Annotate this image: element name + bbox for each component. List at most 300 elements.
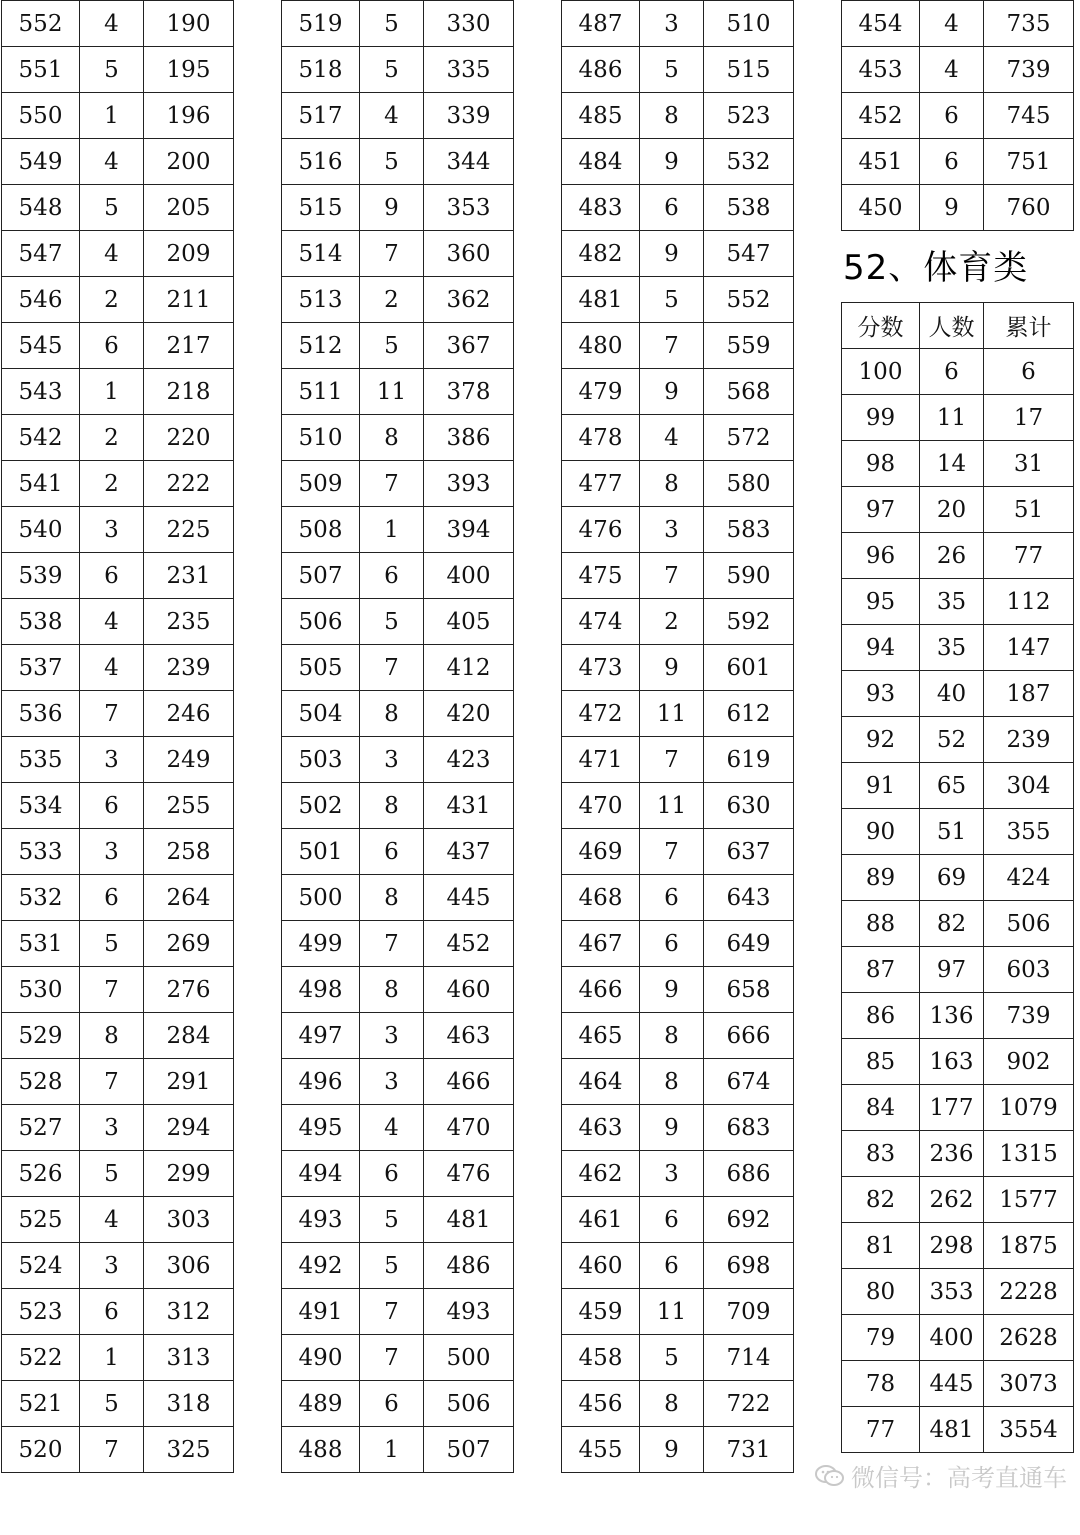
cell-score: 466 [562, 967, 640, 1013]
cell-cumulative: 643 [704, 875, 794, 921]
wechat-icon [815, 1464, 845, 1488]
cell-count: 7 [80, 1059, 144, 1105]
table-row [282, 553, 514, 599]
table-row [562, 691, 794, 737]
cell-cumulative: 313 [144, 1335, 234, 1381]
table-row [282, 1059, 514, 1105]
cell-count: 3 [640, 507, 704, 553]
cell-cumulative: 1875 [984, 1223, 1074, 1269]
table-row [562, 1289, 794, 1335]
table-row [562, 1105, 794, 1151]
cell-cumulative: 510 [704, 1, 794, 47]
cell-count: 9 [640, 139, 704, 185]
cell-cumulative: 269 [144, 921, 234, 967]
cell-count: 4 [80, 1, 144, 47]
table-row [282, 599, 514, 645]
cell-cumulative: 463 [424, 1013, 514, 1059]
table-row [282, 829, 514, 875]
table-row [282, 1197, 514, 1243]
cell-score: 100 [842, 349, 920, 395]
cell-cumulative: 692 [704, 1197, 794, 1243]
table-row [562, 875, 794, 921]
cell-cumulative: 538 [704, 185, 794, 231]
cell-count: 26 [920, 533, 984, 579]
cell-cumulative: 583 [704, 507, 794, 553]
cell-count: 6 [640, 185, 704, 231]
cell-cumulative: 630 [704, 783, 794, 829]
cell-count: 6 [360, 1381, 424, 1427]
cell-count: 262 [920, 1177, 984, 1223]
cell-count: 3 [80, 1105, 144, 1151]
cell-count: 2 [640, 599, 704, 645]
table-row [282, 47, 514, 93]
cell-cumulative: 437 [424, 829, 514, 875]
table-row [2, 921, 234, 967]
table-row [842, 1085, 1074, 1131]
cell-score: 459 [562, 1289, 640, 1335]
cell-count: 6 [920, 93, 984, 139]
cell-count: 9 [640, 1105, 704, 1151]
table-row [282, 875, 514, 921]
cell-count: 4 [920, 1, 984, 47]
cell-count: 1 [80, 1335, 144, 1381]
cell-cumulative: 200 [144, 139, 234, 185]
cell-score: 549 [2, 139, 80, 185]
cell-cumulative: 187 [984, 671, 1074, 717]
cell-score: 533 [2, 829, 80, 875]
cell-cumulative: 500 [424, 1335, 514, 1381]
table-row [842, 1315, 1074, 1361]
cell-score: 504 [282, 691, 360, 737]
table-row [282, 967, 514, 1013]
cell-cumulative: 2628 [984, 1315, 1074, 1361]
cell-cumulative: 386 [424, 415, 514, 461]
cell-count: 7 [360, 1289, 424, 1335]
cell-cumulative: 276 [144, 967, 234, 1013]
cell-count: 4 [360, 93, 424, 139]
table-row [562, 967, 794, 1013]
table-row [562, 185, 794, 231]
cell-score: 79 [842, 1315, 920, 1361]
cell-count: 6 [360, 1151, 424, 1197]
cell-score: 540 [2, 507, 80, 553]
cell-score: 505 [282, 645, 360, 691]
cell-score: 542 [2, 415, 80, 461]
cell-cumulative: 424 [984, 855, 1074, 901]
cell-score: 529 [2, 1013, 80, 1059]
cell-score: 460 [562, 1243, 640, 1289]
table-row [282, 691, 514, 737]
cell-cumulative: 249 [144, 737, 234, 783]
cell-count: 8 [640, 1059, 704, 1105]
table-row [282, 369, 514, 415]
cell-cumulative: 423 [424, 737, 514, 783]
score-table-col-4 [841, 0, 1074, 231]
table-row [842, 1039, 1074, 1085]
table-row [2, 1381, 234, 1427]
table-row [842, 1407, 1074, 1453]
cell-count: 20 [920, 487, 984, 533]
cell-cumulative: 674 [704, 1059, 794, 1105]
cell-cumulative: 476 [424, 1151, 514, 1197]
cell-count: 11 [640, 1289, 704, 1335]
header-count: 人数 [920, 303, 984, 349]
cell-score: 534 [2, 783, 80, 829]
cell-score: 463 [562, 1105, 640, 1151]
cell-score: 88 [842, 901, 920, 947]
cell-score: 487 [562, 1, 640, 47]
cell-cumulative: 412 [424, 645, 514, 691]
cell-count: 5 [80, 47, 144, 93]
table-row [842, 1177, 1074, 1223]
cell-count: 6 [80, 323, 144, 369]
cell-cumulative: 580 [704, 461, 794, 507]
cell-cumulative: 481 [424, 1197, 514, 1243]
table-row [2, 737, 234, 783]
cell-cumulative: 235 [144, 599, 234, 645]
cell-cumulative: 572 [704, 415, 794, 461]
score-table-col-2 [281, 0, 514, 1473]
cell-count: 136 [920, 993, 984, 1039]
cell-count: 5 [640, 47, 704, 93]
table-row [562, 1, 794, 47]
cell-cumulative: 722 [704, 1381, 794, 1427]
cell-score: 491 [282, 1289, 360, 1335]
cell-count: 236 [920, 1131, 984, 1177]
cell-count: 5 [640, 277, 704, 323]
cell-score: 537 [2, 645, 80, 691]
cell-count: 7 [640, 553, 704, 599]
cell-cumulative: 649 [704, 921, 794, 967]
cell-cumulative: 325 [144, 1427, 234, 1473]
cell-count: 9 [640, 231, 704, 277]
table-row [842, 1269, 1074, 1315]
table-row [282, 1013, 514, 1059]
cell-score: 475 [562, 553, 640, 599]
table-row [562, 1151, 794, 1197]
cell-count: 11 [360, 369, 424, 415]
table-row [282, 415, 514, 461]
cell-score: 483 [562, 185, 640, 231]
cell-score: 474 [562, 599, 640, 645]
cell-score: 520 [2, 1427, 80, 1473]
cell-count: 1 [360, 507, 424, 553]
cell-cumulative: 460 [424, 967, 514, 1013]
cell-cumulative: 303 [144, 1197, 234, 1243]
table-row [562, 1013, 794, 1059]
cell-count: 4 [80, 645, 144, 691]
table-row [842, 349, 1074, 395]
table-row [2, 783, 234, 829]
cell-cumulative: 431 [424, 783, 514, 829]
cell-count: 7 [360, 645, 424, 691]
cell-cumulative: 211 [144, 277, 234, 323]
cell-count: 400 [920, 1315, 984, 1361]
cell-score: 484 [562, 139, 640, 185]
table-row [2, 323, 234, 369]
cell-cumulative: 17 [984, 395, 1074, 441]
cell-count: 4 [80, 139, 144, 185]
table-row [562, 553, 794, 599]
cell-count: 3 [640, 1151, 704, 1197]
cell-score: 479 [562, 369, 640, 415]
cell-cumulative: 470 [424, 1105, 514, 1151]
cell-score: 551 [2, 47, 80, 93]
cell-cumulative: 686 [704, 1151, 794, 1197]
table-row [842, 625, 1074, 671]
header-score: 分数 [842, 303, 920, 349]
table-row [282, 507, 514, 553]
cell-score: 528 [2, 1059, 80, 1105]
cell-count: 353 [920, 1269, 984, 1315]
cell-score: 552 [2, 1, 80, 47]
table-row [562, 1427, 794, 1473]
cell-cumulative: 603 [984, 947, 1074, 993]
cell-count: 7 [360, 231, 424, 277]
cell-score: 494 [282, 1151, 360, 1197]
table-row [282, 1151, 514, 1197]
cell-count: 4 [80, 1197, 144, 1243]
header-cumulative: 累计 [984, 303, 1074, 349]
table-row [2, 691, 234, 737]
cell-cumulative: 592 [704, 599, 794, 645]
table-row [282, 231, 514, 277]
table-row [2, 139, 234, 185]
cell-score: 511 [282, 369, 360, 415]
cell-score: 499 [282, 921, 360, 967]
cell-score: 530 [2, 967, 80, 1013]
cell-count: 82 [920, 901, 984, 947]
table-row [282, 277, 514, 323]
cell-score: 81 [842, 1223, 920, 1269]
cell-count: 5 [360, 1, 424, 47]
cell-count: 8 [360, 415, 424, 461]
cell-cumulative: 466 [424, 1059, 514, 1105]
cell-count: 8 [360, 875, 424, 921]
section-title: 52、体育类 [843, 248, 1029, 288]
cell-cumulative: 731 [704, 1427, 794, 1473]
cell-score: 519 [282, 1, 360, 47]
table-row [842, 441, 1074, 487]
cell-score: 91 [842, 763, 920, 809]
cell-score: 536 [2, 691, 80, 737]
table-row [562, 1243, 794, 1289]
cell-cumulative: 739 [984, 47, 1074, 93]
cell-score: 527 [2, 1105, 80, 1151]
cell-score: 513 [282, 277, 360, 323]
table-row [842, 185, 1074, 231]
table-row [2, 875, 234, 921]
cell-count: 11 [640, 783, 704, 829]
cell-score: 486 [562, 47, 640, 93]
table-row [842, 47, 1074, 93]
cell-count: 8 [640, 93, 704, 139]
table-row [2, 461, 234, 507]
cell-count: 14 [920, 441, 984, 487]
table-row [842, 533, 1074, 579]
cell-cumulative: 506 [424, 1381, 514, 1427]
cell-count: 4 [80, 599, 144, 645]
cell-score: 547 [2, 231, 80, 277]
cell-cumulative: 299 [144, 1151, 234, 1197]
table-row [562, 599, 794, 645]
cell-count: 5 [360, 1243, 424, 1289]
cell-count: 6 [640, 921, 704, 967]
cell-cumulative: 147 [984, 625, 1074, 671]
table-row [842, 93, 1074, 139]
cell-cumulative: 255 [144, 783, 234, 829]
cell-score: 497 [282, 1013, 360, 1059]
table-row [842, 671, 1074, 717]
cell-count: 2 [80, 415, 144, 461]
cell-count: 6 [80, 783, 144, 829]
table-row [842, 395, 1074, 441]
cell-score: 512 [282, 323, 360, 369]
cell-score: 501 [282, 829, 360, 875]
cell-count: 6 [640, 1243, 704, 1289]
table-row [842, 901, 1074, 947]
cell-cumulative: 318 [144, 1381, 234, 1427]
cell-count: 4 [80, 231, 144, 277]
cell-cumulative: 344 [424, 139, 514, 185]
table-row [282, 461, 514, 507]
table-row [562, 783, 794, 829]
cell-cumulative: 239 [984, 717, 1074, 763]
cell-cumulative: 284 [144, 1013, 234, 1059]
cell-score: 473 [562, 645, 640, 691]
table-row [2, 967, 234, 1013]
cell-score: 86 [842, 993, 920, 1039]
cell-count: 51 [920, 809, 984, 855]
table-row [842, 809, 1074, 855]
table-row [2, 1059, 234, 1105]
cell-count: 6 [360, 829, 424, 875]
cell-cumulative: 217 [144, 323, 234, 369]
cell-count: 3 [360, 1059, 424, 1105]
cell-count: 9 [640, 369, 704, 415]
cell-score: 481 [562, 277, 640, 323]
cell-count: 8 [640, 461, 704, 507]
cell-count: 2 [360, 277, 424, 323]
cell-cumulative: 612 [704, 691, 794, 737]
cell-count: 4 [640, 415, 704, 461]
cell-score: 496 [282, 1059, 360, 1105]
cell-score: 90 [842, 809, 920, 855]
table-row [282, 1105, 514, 1151]
table-row [2, 507, 234, 553]
cell-score: 84 [842, 1085, 920, 1131]
table-row [2, 415, 234, 461]
table-row [842, 763, 1074, 809]
table-row [842, 717, 1074, 763]
cell-score: 546 [2, 277, 80, 323]
cell-count: 7 [360, 1335, 424, 1381]
cell-cumulative: 291 [144, 1059, 234, 1105]
cell-count: 6 [920, 139, 984, 185]
cell-cumulative: 246 [144, 691, 234, 737]
table-row [562, 461, 794, 507]
cell-count: 5 [360, 1197, 424, 1243]
cell-cumulative: 714 [704, 1335, 794, 1381]
cell-cumulative: 258 [144, 829, 234, 875]
cell-count: 6 [920, 349, 984, 395]
cell-count: 65 [920, 763, 984, 809]
table-row [2, 1, 234, 47]
cell-count: 6 [640, 1197, 704, 1243]
cell-count: 7 [360, 921, 424, 967]
cell-cumulative: 378 [424, 369, 514, 415]
cell-score: 510 [282, 415, 360, 461]
table-row [282, 139, 514, 185]
table-row [842, 1223, 1074, 1269]
cell-cumulative: 304 [984, 763, 1074, 809]
table-row [842, 855, 1074, 901]
cell-count: 8 [360, 967, 424, 1013]
cell-score: 543 [2, 369, 80, 415]
cell-score: 532 [2, 875, 80, 921]
cell-count: 3 [80, 1243, 144, 1289]
cell-count: 8 [640, 1381, 704, 1427]
cell-score: 471 [562, 737, 640, 783]
table-row [562, 737, 794, 783]
table-row [2, 645, 234, 691]
table-row [282, 737, 514, 783]
cell-cumulative: 619 [704, 737, 794, 783]
cell-score: 506 [282, 599, 360, 645]
cell-score: 503 [282, 737, 360, 783]
table-row [282, 1289, 514, 1335]
cell-count: 8 [360, 691, 424, 737]
cell-score: 531 [2, 921, 80, 967]
cell-score: 485 [562, 93, 640, 139]
table-row [2, 553, 234, 599]
cell-score: 507 [282, 553, 360, 599]
table-row [282, 921, 514, 967]
cell-cumulative: 552 [704, 277, 794, 323]
cell-score: 480 [562, 323, 640, 369]
cell-score: 93 [842, 671, 920, 717]
cell-count: 3 [360, 1013, 424, 1059]
cell-count: 7 [640, 829, 704, 875]
cell-count: 6 [640, 875, 704, 921]
cell-count: 11 [640, 691, 704, 737]
cell-cumulative: 1315 [984, 1131, 1074, 1177]
table-row [282, 1, 514, 47]
table-row [562, 645, 794, 691]
cell-score: 99 [842, 395, 920, 441]
cell-cumulative: 400 [424, 553, 514, 599]
cell-cumulative: 393 [424, 461, 514, 507]
table-row [2, 1105, 234, 1151]
cell-score: 482 [562, 231, 640, 277]
table-row [2, 277, 234, 323]
cell-cumulative: 1577 [984, 1177, 1074, 1223]
cell-count: 5 [360, 323, 424, 369]
cell-count: 163 [920, 1039, 984, 1085]
cell-score: 548 [2, 185, 80, 231]
cell-count: 5 [360, 599, 424, 645]
cell-cumulative: 306 [144, 1243, 234, 1289]
cell-cumulative: 507 [424, 1427, 514, 1473]
cell-score: 468 [562, 875, 640, 921]
table-row [2, 93, 234, 139]
cell-score: 508 [282, 507, 360, 553]
table-row [2, 231, 234, 277]
cell-count: 5 [360, 139, 424, 185]
cell-score: 477 [562, 461, 640, 507]
table-row [562, 1197, 794, 1243]
cell-cumulative: 745 [984, 93, 1074, 139]
